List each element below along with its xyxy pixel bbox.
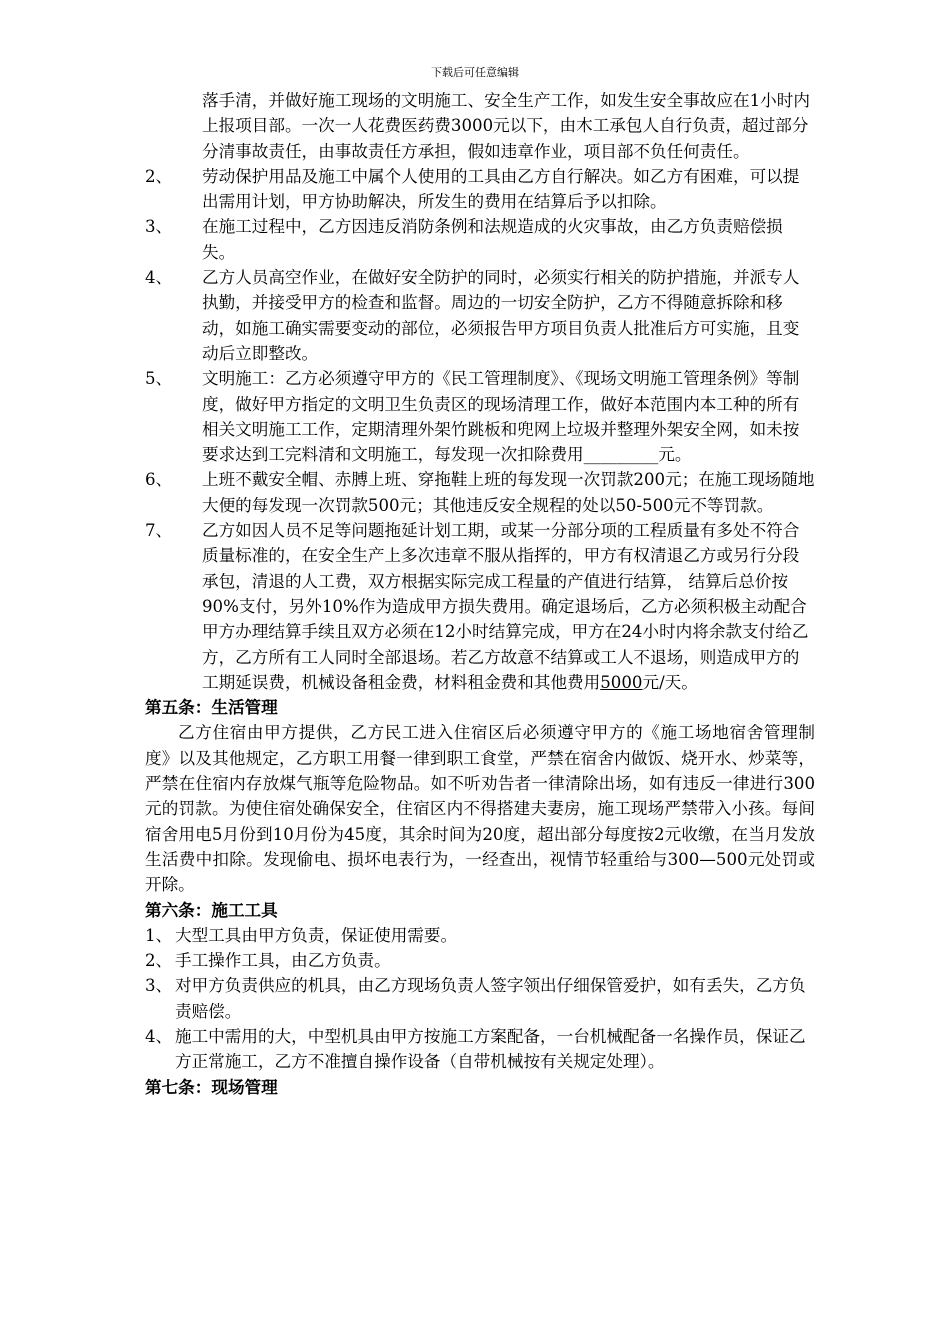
item-5-text: 文明施工：乙方必须遵守甲方的《民工管理制度》、《现场文明施工管理条例》等制度，做好甲方指定的文明卫生负责区的现场清理工作，做好本范围内本工种的所有相关文明施工工作，定期清理外架竹跳板和兜网上垃圾并整理外架安全网，如未按要求达到工完料清和文明施工，每发现一次扣除费用 (202, 369, 800, 465)
list-item-4 (145, 265, 815, 366)
list-item-6 (145, 467, 815, 518)
item-text: 上班不戴安全帽、赤膊上班、穿拖鞋上班的每发现一次罚款200元；在施工现场随地大便的每发现一次罚款500元；其他违反安全规程的处以50-500元不等罚款。 (202, 470, 815, 515)
item-text: 劳动保护用品及施工中属个人使用的工具由乙方自行解决。如乙方有困难，可以提出需用计划，甲方协助解决，所发生的费用在结算后予以扣除。 (202, 166, 800, 212)
list-item-5 (145, 366, 815, 467)
tools-item-4 (145, 1024, 815, 1075)
list-item-2 (145, 164, 815, 215)
item-7-suffix: 元/天。 (642, 672, 698, 692)
tools-item-2 (145, 948, 815, 973)
item-5-suffix: 元。 (658, 445, 692, 465)
item-number: 5、 (145, 369, 173, 389)
page-header: 下载后可任意编辑 (431, 66, 519, 79)
item-number: 3、 (145, 976, 173, 996)
article-5-paragraph: 乙方住宿由甲方提供，乙方民工进入住宿区后必须遵守甲方的《施工场地宿舍管理制度》以及其他规定，乙方职工用餐一律到职工食堂，严禁在宿舍内做饭、烧开水、炒菜等，严禁在住宿内存放煤气瓶等危险物品。如不听劝告者一律清除出场，如有违反一律进行300元的罚款。为使住宿处确保安全，住宿区内不得搭建夫妻房，施工现场严禁带入小孩。每间宿舍用电5月份到10月份为45度，其余时间为20度，超出部分每度按2元收缴，在当月发放生活费中扣除。发现偷电、损坏电表行为，一经查出，视情节轻重给与300—500元处罚或开除。 (145, 723, 815, 895)
fee-blank: _________ (583, 445, 659, 465)
article-6-title: 第六条：施工工具 (145, 899, 278, 920)
item-7-text: 乙方如因人员不足等问题拖延计划工期，或某一分部分项的工程质量有多处不符合质量标准的，在安全生产上多次违章不服从指挥的，甲方有权清退乙方或另行分段承包，清退的人工费，双方根据实际完成工程量的产值进行结算， 结算后总价按90%支付，另外10%作为造成甲方损失费用。确定退场后，乙方必须积极主动配合甲方办理结算手续且双方必须在12小时结算完成，甲方在24小时内将余款支付给乙方，乙方所有工人同时全部退场。若乙方故意不结算或工人不退场，则造成甲方的工期延误费，机械设备租金费，材料租金费和其他费用 (202, 521, 809, 692)
list-item-7 (145, 518, 815, 695)
item-text: 对甲方负责供应的机具，由乙方现场负责人签字领出仔细保管爱护，如有丢失，乙方负责赔偿。 (175, 976, 806, 1021)
item-number: 3、 (145, 217, 173, 237)
item-text: 乙方人员高空作业，在做好安全防护的同时，必须实行相关的防护措施，并派专人执勤，并接受甲方的检查和监督。周边的一切安全防护，乙方不得随意拆除和移动，如施工确实需要变动的部位，必须报告甲方项目负责人批准后方可实施，且变动后立即整改。 (202, 268, 800, 363)
item-text (145, 366, 815, 467)
item-number: 1、 (145, 925, 173, 945)
item-text: 在施工过程中，乙方因违反消防条例和法规造成的火灾事故，由乙方负责赔偿损失。 (202, 217, 783, 262)
delay-fee-amount: 5000 (600, 672, 643, 692)
intro-continuation: 落手清，并做好施工现场的文明施工、安全生产工作，如发生安全事故应在1小时内上报项目部。一次一人花费医药费3000元以下，由木工承包人自行负责，超过部分分清事故责任，由事故责任方承担，假如违章作业，项目部不负任何责任。 (202, 91, 810, 161)
item-number: 2、 (145, 951, 173, 971)
item-number: 2、 (145, 166, 173, 186)
item-text: 手工操作工具，由乙方负责。 (175, 951, 391, 971)
article-5-title: 第五条：生活管理 (145, 697, 278, 718)
article-7-title: 第七条：现场管理 (145, 1076, 278, 1097)
document-body (145, 88, 815, 1100)
tools-item-1 (145, 923, 815, 948)
item-number: 4、 (145, 268, 173, 288)
item-number: 4、 (145, 1026, 173, 1046)
item-text: 施工中需用的大，中型机具由甲方按施工方案配备，一台机械配备一名操作员，保证乙方正常施工，乙方不准擅自操作设备（自带机械按有关规定处理）。 (175, 1026, 806, 1072)
item-number: 6、 (145, 470, 173, 490)
list-item-3 (145, 214, 815, 265)
item-text (145, 518, 815, 695)
item-number: 7、 (145, 521, 173, 541)
item-text: 大型工具由甲方负责，保证使用需要。 (175, 925, 458, 945)
tools-item-3 (145, 973, 815, 1024)
